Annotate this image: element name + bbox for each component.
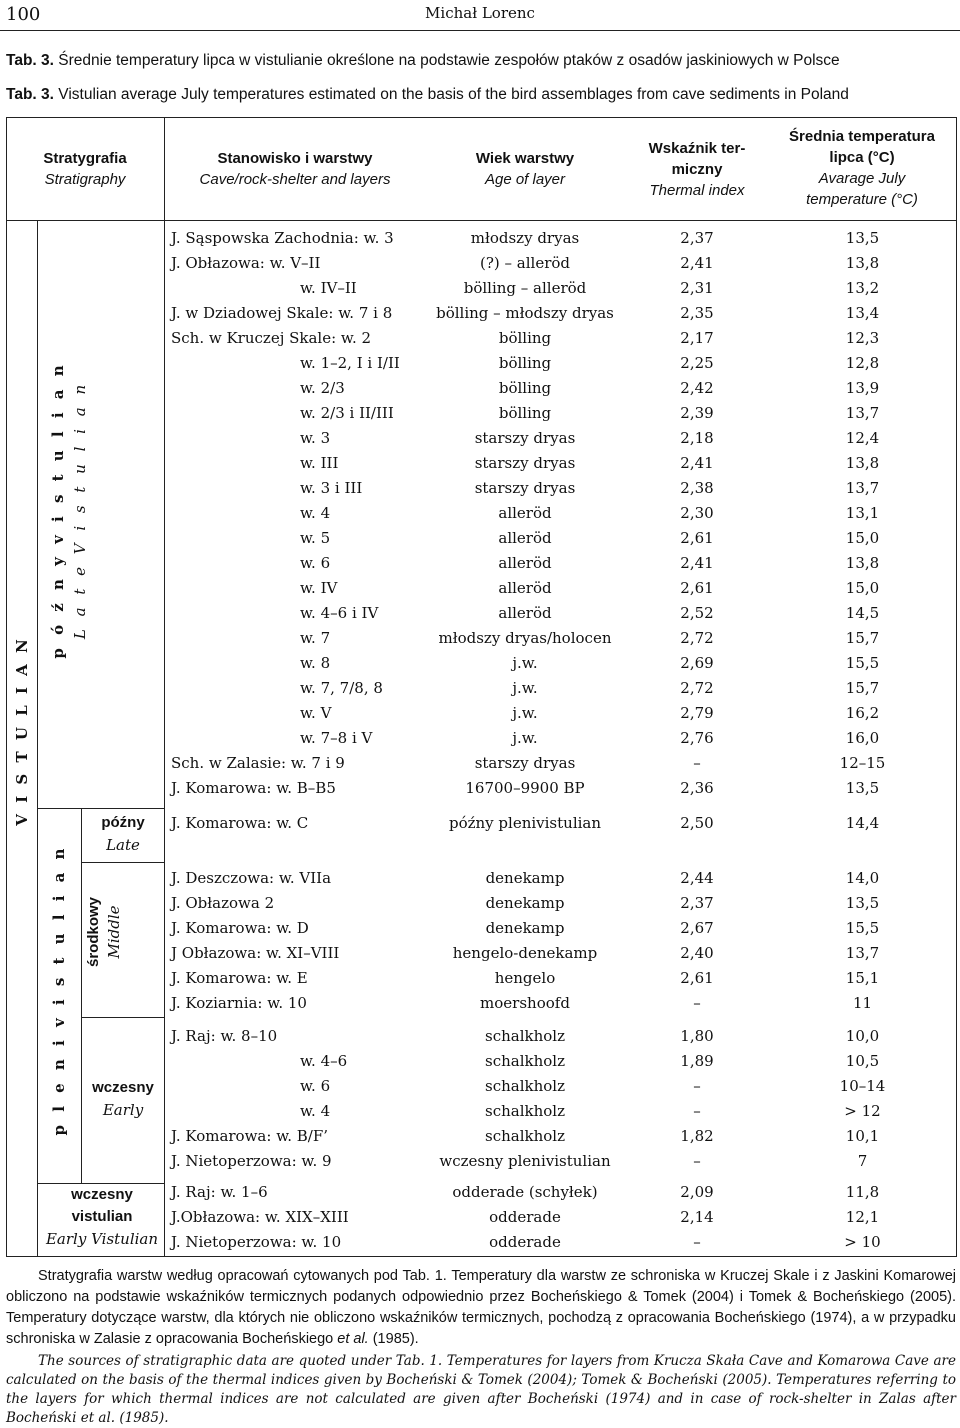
cell-age: bölling <box>498 379 552 397</box>
cell-temp: > 10 <box>844 1233 881 1251</box>
note-polish-etal: et al. <box>337 1331 369 1347</box>
cell-age: schalkholz <box>485 1027 565 1045</box>
cell-age: starszy dryas <box>474 429 576 447</box>
cell-age: późny plenivistulian <box>448 814 602 832</box>
cell-age: hengelo <box>494 969 556 987</box>
cell-site: w. V <box>300 704 332 722</box>
cell-age: denekamp <box>485 894 565 912</box>
cell-age: młodszy dryas/holocen <box>438 629 612 647</box>
cell-temp: 13,7 <box>845 944 880 962</box>
cell-age: schalkholz <box>485 1127 565 1145</box>
cell-age: bölling – alleröd <box>463 279 587 297</box>
cell-site: J. Komarowa: w. B–B5 <box>171 779 336 797</box>
cell-site: J. Obłazowa: w. V–II <box>171 254 321 272</box>
cell-site: J. Komarowa: w. B/F’ <box>171 1127 329 1145</box>
cell-site: w. IV <box>300 579 338 597</box>
cell-site: w. IV–II <box>300 279 357 297</box>
table-stratigraphy-divider <box>164 117 165 1256</box>
cell-temp: 13,2 <box>845 279 880 297</box>
cell-age: alleröd <box>498 529 552 547</box>
cell-index: 2,38 <box>680 479 714 497</box>
cell-index: – <box>693 1233 701 1251</box>
vistulian-divider <box>37 220 38 1256</box>
cell-age: odderade <box>489 1208 561 1226</box>
cell-temp: 14,0 <box>845 869 880 887</box>
cell-index: 2,41 <box>680 254 714 272</box>
cell-age: j.w. <box>512 679 538 697</box>
cell-index: – <box>693 1077 701 1095</box>
author-name: Michał Lorenc <box>425 4 535 22</box>
cell-site: J.Obłazowa: w. XIX–XIII <box>171 1208 349 1226</box>
cell-age: starszy dryas <box>474 479 576 497</box>
cell-age: alleröd <box>498 579 552 597</box>
header-site-en: Cave/rock-shelter and layers <box>199 171 391 188</box>
cell-age: bölling <box>498 329 552 347</box>
cell-temp: 15,0 <box>845 579 880 597</box>
cell-site: w. 4–6 i IV <box>300 604 379 622</box>
header-temperature-en2: temperature (°C) <box>806 191 918 208</box>
stratigraphy-early-pl: wczesny <box>92 1079 154 1096</box>
cell-temp: 10,1 <box>845 1127 880 1145</box>
cell-age: schalkholz <box>485 1077 565 1095</box>
table-top-rule <box>6 117 957 118</box>
cell-index: 2,14 <box>680 1208 714 1226</box>
cell-index: 2,39 <box>680 404 714 422</box>
cell-temp: 13,5 <box>845 779 880 797</box>
note-polish-end: (1985). <box>368 1331 419 1347</box>
cell-site: J. Koziarnia: w. 10 <box>171 994 307 1012</box>
note-polish <box>6 1266 956 1350</box>
cell-index: – <box>693 1102 701 1120</box>
stratigraphy-late-vistulian-en: L a t e V i s t u l i a n <box>71 380 89 640</box>
cell-age: j.w. <box>512 704 538 722</box>
header-index-en: Thermal index <box>649 182 745 199</box>
caption-pl <box>6 52 840 70</box>
cell-site: J. Raj: w. 1–6 <box>171 1183 268 1201</box>
cell-index: 2,36 <box>680 779 714 797</box>
cell-age: bölling – młodszy dryas <box>436 304 614 322</box>
cell-temp: 10–14 <box>839 1077 886 1095</box>
table-right-border <box>956 117 957 1256</box>
stratigraphy-late-vistulian-pl: p ó ź n y v i s t u l i a n <box>49 361 67 659</box>
table-left-border <box>6 117 7 1256</box>
cell-index: 1,82 <box>680 1127 714 1145</box>
header-site-pl: Stanowisko i warstwy <box>217 150 373 167</box>
cell-site: w. 7–8 i V <box>300 729 373 747</box>
stratigraphy-plenivistulian: p l e n i v i s t u l i a n <box>50 844 68 1136</box>
cell-site: J. Komarowa: w. E <box>171 969 308 987</box>
cell-temp: 13,9 <box>845 379 880 397</box>
cell-temp: 10,5 <box>845 1052 880 1070</box>
cell-index: 2,61 <box>680 579 714 597</box>
header-temperature-pl2: lipca (°C) <box>829 149 895 166</box>
cell-site: w. 3 <box>300 429 331 447</box>
cell-index: – <box>693 1152 701 1170</box>
cell-index: 2,37 <box>680 229 714 247</box>
cell-age: j.w. <box>512 654 538 672</box>
cell-temp: 11,8 <box>845 1183 880 1201</box>
cell-temp: 7 <box>857 1152 868 1170</box>
cell-site: J. Deszczowa: w. VIIa <box>171 869 332 887</box>
cell-index: 2,69 <box>680 654 714 672</box>
header-age-pl: Wiek warstwy <box>475 150 575 167</box>
cell-age: j.w. <box>512 729 538 747</box>
cell-temp: 13,7 <box>845 404 880 422</box>
cell-temp: 16,0 <box>845 729 880 747</box>
cell-age: młodszy dryas <box>470 229 580 247</box>
cell-index: 2,18 <box>680 429 714 447</box>
header-index-pl2: miczny <box>671 161 723 178</box>
cell-index: 2,52 <box>680 604 714 622</box>
cell-site: w. 7, 7/8, 8 <box>300 679 383 697</box>
cell-site: J. Nietoperzowa: w. 9 <box>171 1152 332 1170</box>
cell-index: 2,61 <box>680 969 714 987</box>
cell-temp: 14,5 <box>845 604 880 622</box>
cell-site: Sch. w Kruczej Skale: w. 2 <box>171 329 372 347</box>
cell-site: w. 6 <box>300 554 331 572</box>
cell-index: 2,44 <box>680 869 714 887</box>
cell-site: w. 4–6 <box>300 1052 348 1070</box>
cell-index: 2,37 <box>680 894 714 912</box>
cell-temp: 16,2 <box>845 704 880 722</box>
cell-site: Sch. w Zalasie: w. 7 i 9 <box>171 754 345 772</box>
cell-temp: 12,1 <box>845 1208 880 1226</box>
cell-index: 2,79 <box>680 704 714 722</box>
cell-index: 2,67 <box>680 919 714 937</box>
cell-temp: 14,4 <box>845 814 880 832</box>
cell-index: – <box>693 754 701 772</box>
cell-temp: 13,1 <box>845 504 880 522</box>
stratigraphy-early-vistulian <box>40 1184 164 1250</box>
header-stratigraphy-en: Stratigraphy <box>44 171 126 188</box>
cell-temp: 15,5 <box>845 919 880 937</box>
cell-index: 2,72 <box>680 629 714 647</box>
cell-age: alleröd <box>498 554 552 572</box>
cell-age: denekamp <box>485 869 565 887</box>
header-age <box>420 148 630 190</box>
stratigraphy-early <box>84 1077 162 1121</box>
stratigraphy-early-vistulian-en: Early Vistulian <box>45 1230 159 1248</box>
cell-temp: 12,8 <box>845 354 880 372</box>
caption-pl-label: Tab. 3. <box>6 52 54 69</box>
cell-site: J. Nietoperzowa: w. 10 <box>171 1233 342 1251</box>
cell-age: starszy dryas <box>474 454 576 472</box>
cell-age: bölling <box>498 354 552 372</box>
header-temperature <box>786 126 938 210</box>
cell-age: 16700–9900 BP <box>465 779 585 797</box>
cell-age: odderade (schyłek) <box>452 1183 598 1201</box>
stratigraphy-early-vistulian-pl2: vistulian <box>71 1208 133 1225</box>
cell-site: w. III <box>300 454 339 472</box>
cell-age: moershoofd <box>480 994 570 1012</box>
cell-site: J Obłazowa: w. XI–VIII <box>171 944 340 962</box>
cell-temp: 12–15 <box>839 754 886 772</box>
cell-age: hengelo-denekamp <box>452 944 598 962</box>
cell-temp: 15,5 <box>845 654 880 672</box>
cell-site: w. 2/3 i II/III <box>300 404 394 422</box>
note-english: The sources of stratigraphic data are quoted under Tab. 1. Temperatures for layers from Krucza Skała Cave and Komarowa Cave are calculated on the basis of the thermal indices given by Bocheński & Tomek (2004); Tomek & Bocheński (2005). Temperatures referring to the layers for which thermal indices are not calculated are given after Bocheński (1974) and in case of rock-shelter in Zalas after Bocheński et al. (1985). <box>6 1353 956 1426</box>
cell-site: J. Sąspowska Zachodnia: w. 3 <box>171 229 394 247</box>
stratigraphy-vistulian: V I S T U L I A N <box>13 636 31 826</box>
late-vistulian-bottom-rule <box>37 808 164 809</box>
cell-age: starszy dryas <box>474 754 576 772</box>
cell-index: 2,41 <box>680 554 714 572</box>
cell-index: – <box>693 994 701 1012</box>
cell-age: schalkholz <box>485 1102 565 1120</box>
cell-index: 2,76 <box>680 729 714 747</box>
cell-temp: 12,4 <box>845 429 880 447</box>
cell-age: denekamp <box>485 919 565 937</box>
cell-site: J. w Dziadowej Skale: w. 7 i 8 <box>171 304 393 322</box>
cell-temp: > 12 <box>844 1102 881 1120</box>
late-pleni-bottom-rule <box>81 862 164 863</box>
cell-temp: 15,7 <box>845 629 880 647</box>
cell-age: schalkholz <box>485 1052 565 1070</box>
cell-index: 2,40 <box>680 944 714 962</box>
stratigraphy-early-vistulian-pl1: wczesny <box>71 1186 133 1203</box>
middle-pleni-bottom-rule <box>81 1017 164 1018</box>
cell-temp: 13,8 <box>845 554 880 572</box>
cell-age: alleröd <box>498 604 552 622</box>
cell-index: 2,50 <box>680 814 714 832</box>
cell-age: alleröd <box>498 504 552 522</box>
cell-temp: 11 <box>852 994 873 1012</box>
stratigraphy-late-pl: późny <box>101 814 145 831</box>
header-site <box>164 148 426 190</box>
cell-index: 2,09 <box>680 1183 714 1201</box>
cell-index: 2,41 <box>680 454 714 472</box>
header-stratigraphy <box>6 148 164 190</box>
stratigraphy-late <box>84 812 162 856</box>
caption-en <box>6 86 849 104</box>
stratigraphy-middle-en: Middle <box>105 905 123 959</box>
plenivistulian-divider <box>81 808 82 1183</box>
cell-temp: 13,5 <box>845 894 880 912</box>
cell-temp: 13,5 <box>845 229 880 247</box>
cell-index: 2,42 <box>680 379 714 397</box>
cell-age: (?) – alleröd <box>480 254 570 272</box>
cell-temp: 10,0 <box>845 1027 880 1045</box>
header-rule <box>0 30 960 31</box>
cell-age: wczesny plenivistulian <box>439 1152 611 1170</box>
cell-index: 2,61 <box>680 529 714 547</box>
cell-site: w. 5 <box>300 529 331 547</box>
table-bottom-rule <box>6 1256 957 1257</box>
cell-temp: 13,8 <box>845 454 880 472</box>
cell-site: J. Komarowa: w. C <box>171 814 309 832</box>
cell-age: odderade <box>489 1233 561 1251</box>
header-stratigraphy-pl: Stratygrafia <box>43 150 127 167</box>
cell-site: w. 6 <box>300 1077 331 1095</box>
stratigraphy-middle-pl: środkowy <box>85 896 102 968</box>
page-number: 100 <box>6 4 41 25</box>
stratigraphy-early-en: Early <box>102 1101 144 1119</box>
cell-site: w. 3 i III <box>300 479 363 497</box>
cell-temp: 13,8 <box>845 254 880 272</box>
cell-site: w. 4 <box>300 1102 331 1120</box>
caption-pl-text: Średnie temperatury lipca w vistulianie określone na podstawie zespołów ptaków z osadów jaskiniowych w Polsce <box>53 52 840 69</box>
caption-en-label: Tab. 3. <box>6 86 54 103</box>
cell-temp: 12,3 <box>845 329 880 347</box>
cell-index: 2,25 <box>680 354 714 372</box>
cell-site: w. 7 <box>300 629 331 647</box>
stratigraphy-middle <box>84 897 124 967</box>
cell-site: J. Raj: w. 8–10 <box>171 1027 278 1045</box>
header-age-en: Age of layer <box>484 171 566 188</box>
cell-index: 1,80 <box>680 1027 714 1045</box>
cell-site: J. Komarowa: w. D <box>171 919 309 937</box>
cell-temp: 15,1 <box>845 969 880 987</box>
cell-index: 1,89 <box>680 1052 714 1070</box>
cell-index: 2,30 <box>680 504 714 522</box>
cell-index: 2,31 <box>680 279 714 297</box>
table-header-rule <box>6 220 957 221</box>
header-index-pl1: Wskaźnik ter- <box>648 140 746 157</box>
cell-index: 2,17 <box>680 329 714 347</box>
cell-temp: 15,0 <box>845 529 880 547</box>
cell-site: w. 1–2, I i I/II <box>300 354 400 372</box>
cell-site: w. 4 <box>300 504 331 522</box>
header-temperature-en1: Avarage July <box>818 170 906 187</box>
cell-site: w. 8 <box>300 654 331 672</box>
cell-age: bölling <box>498 404 552 422</box>
header-temperature-pl1: Średnia temperatura <box>789 128 935 145</box>
cell-index: 2,35 <box>680 304 714 322</box>
cell-site: J. Obłazowa 2 <box>171 894 275 912</box>
note-polish-main: Stratygrafia warstw według opracowań cytowanych pod Tab. 1. Temperatury dla warstw ze schroniska w Kruczej Skale i z Jaskini Komarowej obliczono na podstawie wskaźników termicznych podanych odpowiednio przez Bocheńskiego & Tomek (2004) i Tomek & Bocheńskiego (2005). Temperatury dotyczące warstw, dla których nie obliczono wskaźników termicznych, pochodzą z opracowania Bocheńskiego (1974), a w przypadku schroniska w Zalasie z opracowania Bocheńskiego <box>6 1268 956 1347</box>
cell-temp: 13,4 <box>845 304 880 322</box>
stratigraphy-late-en: Late <box>106 836 140 854</box>
cell-index: 2,72 <box>680 679 714 697</box>
caption-en-text: Vistulian average July temperatures estimated on the basis of the bird assemblages from cave sediments in Poland <box>53 86 849 103</box>
header-index <box>630 138 764 201</box>
cell-temp: 15,7 <box>845 679 880 697</box>
cell-temp: 13,7 <box>845 479 880 497</box>
cell-site: w. 2/3 <box>300 379 345 397</box>
